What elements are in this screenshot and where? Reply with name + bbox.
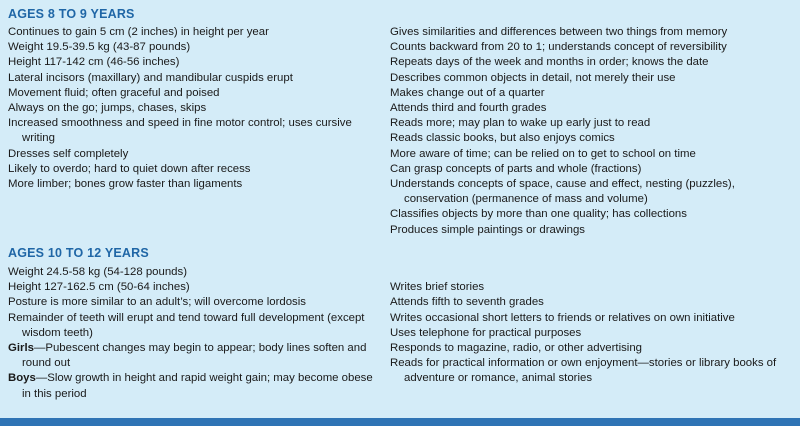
list-item: Weight 19.5-39.5 kg (43-87 pounds) [8,41,191,54]
list-item: Classifies objects by more than one quality; has collections [390,208,687,221]
list-item: Increased smoothness and speed in fine motor control; uses cursive writing [8,117,352,145]
list-item: Understands concepts of space, cause and effect, nesting (puzzles), conservation (permanence of mass and volume) [390,178,735,206]
boys-label: Boys [8,372,36,385]
list-item: Produces simple paintings or drawings [390,223,586,236]
list-item: Uses telephone for practical purposes [390,326,582,339]
list-item: Weight 24.5-58 kg (54-128 pounds) [8,266,187,278]
list-item: Reads more; may plan to wake up early just to read [390,117,651,130]
list-item: More aware of time; can be relied on to get to school on time [390,147,696,160]
list-item: Continues to gain 5 cm (2 inches) in height per year [8,26,269,38]
boys-text: —Slow growth in height and rapid weight gain; may become obese in this period [22,372,373,400]
physical-column [8,25,384,192]
list-item: Gives similarities and differences between two things from memory [390,26,728,38]
cognitive-column [390,265,795,387]
list-item [8,341,384,371]
list-item: Can grasp concepts of parts and whole (fractions) [390,162,642,175]
girls-label: Girls [8,342,34,355]
list-item: Counts backward from 20 to 1; understands concept of reversibility [390,41,727,54]
girls-text: —Pubescent changes may begin to appear; body lines soften and round out [22,342,367,370]
list-item: Reads for practical information or own enjoyment—stories or library books of adventure or romance, animal stories [390,357,777,385]
list-item: Height 127-162.5 cm (50-64 inches) [8,281,190,294]
bottom-rule [0,418,800,426]
list-item: Movement fluid; often graceful and poised [8,86,220,99]
list-item: Likely to overdo; hard to quiet down after recess [8,162,251,175]
list-item: Writes occasional short letters to friends or relatives on own initiative [390,311,735,324]
list-item [390,265,795,280]
list-item: Writes brief stories [390,281,485,294]
list-item: Lateral incisors (maxillary) and mandibular cuspids erupt [8,71,293,84]
cognitive-column [390,25,795,238]
list-item: Repeats days of the week and months in order; knows the date [390,56,709,69]
list-item: Attends third and fourth grades [390,102,547,115]
list-item: Always on the go; jumps, chases, skips [8,102,207,115]
list-item: Reads classic books, but also enjoys comics [390,132,615,145]
list-item [8,371,384,401]
list-item: Posture is more similar to an adult’s; will overcome lordosis [8,296,306,309]
list-item: Responds to magazine, radio, or other advertising [390,342,643,355]
list-item: Makes change out of a quarter [390,86,545,99]
physical-column [8,265,384,402]
list-item: Describes common objects in detail, not merely their use [390,71,676,84]
section-heading: AGES 8 TO 9 YEARS [8,7,135,21]
section-heading: AGES 10 TO 12 YEARS [8,246,149,260]
list-item: Height 117-142 cm (46-56 inches) [8,56,180,69]
list-item: Dresses self completely [8,147,129,160]
list-item: More limber; bones grow faster than ligaments [8,178,243,191]
list-item: Attends fifth to seventh grades [390,296,544,309]
list-item: Remainder of teeth will erupt and tend toward full development (except wisdom teeth) [8,311,365,339]
